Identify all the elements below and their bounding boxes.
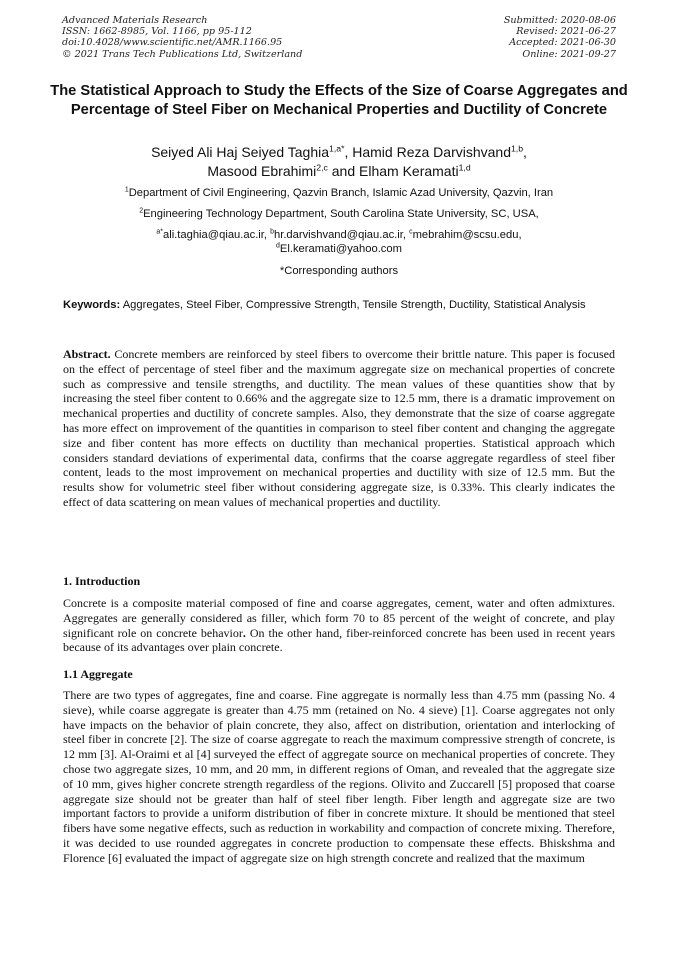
submitted-date: Submitted: 2020-08-06 [503,15,616,26]
affiliation-2 [40,208,638,222]
author-name: Seiyed Ali Haj Seiyed Taghia [151,144,330,160]
email-address[interactable]: ali.taghia@qiau.ac.ir, [162,229,268,241]
affiliation-1 [40,187,638,201]
journal-info [62,15,302,60]
section-heading-introduction: 1. Introduction [63,574,141,588]
author-name: Masood Ebrahimi [207,163,317,179]
email-mark: b [270,228,274,236]
abstract-text: Concrete members are reinforced by steel fibers to overcome their brittle nature. This paper is focused on the effect of percentage of steel fiber and the maximum aggregate size on mechanical properties of concrete such as compressive and tensile strengths, and ductility. The mean values of these quantities show that by increasing the steel fiber content to 0.66% and the aggregate size to 12.5 mm, there is a dramatic improvement on mechanical properties and ductility of concrete samples. Also, they demonstrate that the size of coarse aggregate has more effect on improvement of the quantities in comparison to steel fiber content and changing the aggregate size and fiber content has more effects on ductility than mechanical properties. Statistical approach which considers standard deviations of experimental data, confirms that the coarse aggregate regardless of steel fiber content, leads to the most improvement on mechanical properties and ductility with size of 12.5 mm. But the results show for volumetric steel fiber without considering aggregate size, is 0.33%. This clearly indicates the effect of data scattering on mean values of mechanical properties and ductility. [63,347,616,509]
aggregate-paragraph: There are two types of aggregates, fine and coarse. Fine aggregate is normally less than 4.75 mm (passing No. 4 sieve), while coarse aggregate is greater than 4.75 mm (retained on No. 4 sieve) [1]. Coarse aggregates not only have impacts on the behavior of plain concrete, they also, affect on distribution, orientation and interlocking of steel fiber in concrete [2]. The size of coarse aggregate to reach the maximum compressive strength of concrete, is 12 mm [3]. Al-Oraimi et al [4] surveyed the effect of aggregate source on mechanical properties of concrete. They chose two aggregate sizes, 10 mm, and 20 mm, in different regions of Oman, and revealed that the aggregate size of 10 mm, gives higher concrete strength regardless of the regions. Olivito and Zuccarell [5] proposed that coarse aggregate size should not be greater than half of steel fiber length. Fiber length and aggregate size are two important factors to provide a uniform distribution of fiber in concrete mixture. It should be mentioned that steel fibers have some negative effects, such as reduction in workability and compaction of concrete mixing. Therefore, it was decided to use rounded aggregates in concrete production to compensate these effects. Bhiskshma and Florence [6] evaluated the impact of aggregate size on high strength concrete and realized that the maximum [63,688,615,865]
author-affiliation-mark: 1,d [458,162,471,173]
affiliation-text: Engineering Technology Department, South Carolina State University, SC, USA, [143,208,539,220]
keywords [63,299,615,313]
email-address[interactable]: mebrahim@scsu.edu, [412,229,522,241]
journal-copyright: © 2021 Trans Tech Publications Ltd, Switzerland [62,48,303,60]
revised-date: Revised: 2021-06-27 [516,26,616,38]
paragraph-text: On the other hand, fiber-reinforced concrete has been used in recent years because of its advantages over plain concrete. [63,625,615,655]
affiliation-text: Department of Civil Engineering, Qazvin Branch, Islamic Azad University, Qazvin, Iran [128,187,554,199]
author-name: Elham Keramati [359,163,459,179]
author-affiliation-mark: 1,a* [329,143,345,154]
email-address[interactable]: hr.darvishvand@qiau.ac.ir, [273,229,406,241]
abstract [63,347,615,510]
email-mark: d [276,241,280,249]
journal-doi: doi:10.4028/www.scientific.net/AMR.1166.95 [62,37,283,49]
email-mark: a* [156,228,163,236]
affiliation-number: 2 [139,207,144,215]
online-date: Online: 2021-09-27 [522,48,616,60]
keywords-label: Keywords: [63,299,121,311]
abstract-label: Abstract. [63,347,111,361]
paragraph-bold-dot: . [242,625,246,640]
email-mark: c [409,228,413,236]
author-name: Hamid Reza Darvishvand [352,144,511,160]
affiliation-number: 1 [124,186,129,194]
author-affiliation-mark: 2,c [316,162,328,173]
introduction-paragraph [63,596,615,655]
email-address[interactable]: El.keramati@yahoo.com [279,242,402,255]
corresponding-note: *Corresponding authors [279,265,399,277]
author-emails [40,229,638,256]
author-conjunction: and [331,163,356,179]
author-list: Seiyed Ali Haj Seiyed Taghia$^{1,a*}$, Hamid Reza Darvishvand$^{1,b}$, Masood Ebrahimi$^{2,c}$ and Elham Keramati$^{1,d}$ [151,143,527,179]
author-affiliation-mark: 1,b [510,143,524,154]
accepted-date: Accepted: 2021-06-30 [509,37,616,49]
journal-name: Advanced Materials Research [62,15,208,26]
keywords-text: Aggregates, Steel Fiber, Compressive Strength, Tensile Strength, Ductility, Statistical Analysis [122,299,586,311]
paper-title: The Statistical Approach to Study the Effects of the Size of Coarse Aggregates and Percentage of Steel Fiber on Mechanical Properties and Ductility of Concrete [50,83,628,118]
journal-issn: ISSN: 1662-8985, Vol. 1166, pp 95-112 [62,26,252,38]
section-heading-aggregate: 1.1 Aggregate [63,667,133,681]
publication-dates [504,15,616,60]
paragraph-text: Concrete is a composite material composed of fine and coarse aggregates, cement, water and often admixtures. Aggregates are generally considered as filler, which form 70 to 85 percent of the weight of concrete, and play significant role on concrete behavior [63,596,615,640]
